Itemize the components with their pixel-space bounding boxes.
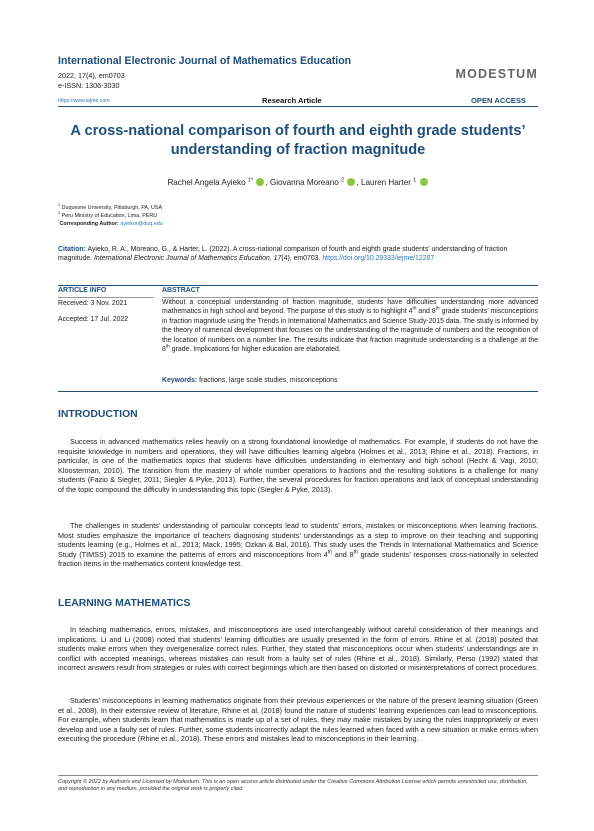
article-title: A cross-national comparison of fourth and eighth grade students’ understanding of fraction magnitude bbox=[70, 123, 526, 158]
author-list bbox=[58, 178, 538, 187]
author-name: Lauren Harter bbox=[360, 178, 411, 187]
keywords-label: Keywords: bbox=[162, 377, 198, 384]
abstract-text bbox=[162, 298, 538, 354]
author-separator: , bbox=[356, 178, 359, 187]
keywords bbox=[162, 377, 337, 384]
ordinal-sup: th bbox=[165, 344, 170, 350]
intro-paragraph: Success in advanced mathematics relies heavily on a strong foundational knowledge of mathematics. For example, if students do not have the requisite knowledge in numbers and operations, they will have difficulties learning algebra (Holmes et al., 2013; Rhine et al., 2018). Fractions, in particular, is one of the mathematics topics that students have difficulties understanding in elementary and high school (Hecht & Vagi, 2010; Kloosterman, 2010). The transition from the mastery of whole number operations to fractions and the resulting solutions is a challenge for many students (Fazio & Siegler, 2011; Siegler & Pyke, 2013). Further, the several procedures for fraction operations and lack of conceptual understanding of the topic compound the difficulty in understanding this topic (Siegler & Pyke, 2013). bbox=[58, 437, 538, 494]
citation-text: Ayieko, R. A., Moreano, G., & Harter, L. (2022). A cross-national comparison of fourth and eighth grade students’ understanding of fraction magnitude. bbox=[58, 246, 508, 263]
affiliation-text: Peru Ministry of Education, Lima, PERU bbox=[61, 213, 158, 219]
paragraph-part: The challenges in students’ understanding of particular concepts lead to students’ errors, mistakes or misconceptions when learning fractions. Most studies emphasize the importance of teachers diagnosing students’ understandings as a step to improve on their teaching and supporting students learning (e.g., Holmes et al., 2013; Mack, 1995; Ozkan & Bal, 2016). This study uses the Trends in International Mathematics and Science Study (TIMSS) 2015 to examine the patterns of errors and misconceptions from 4 bbox=[58, 521, 538, 559]
orcid-icon[interactable] bbox=[420, 178, 428, 186]
issn: e-ISSN: 1306-3030 bbox=[58, 81, 120, 90]
abstract-part: and 8 bbox=[416, 308, 436, 316]
header-divider bbox=[58, 106, 538, 107]
volume-info: 2022, 17(4), em0703 bbox=[58, 71, 125, 80]
paragraph-part: grade students’ responses cross-nationally in selected fraction items in the mathematics content knowledge test. bbox=[58, 549, 539, 569]
paragraph-part: and 8 bbox=[332, 549, 354, 559]
keywords-list: fractions, large scale studies, misconceptions bbox=[199, 377, 338, 384]
ordinal-sup: th bbox=[435, 307, 440, 313]
citation-block bbox=[58, 245, 538, 264]
corresponding-email-link[interactable]: ayiekor@duq.edu bbox=[120, 221, 163, 227]
accepted-date: Accepted: 17 Jul. 2022 bbox=[58, 316, 129, 323]
ordinal-sup: th bbox=[327, 549, 332, 556]
ordinal-sup: th bbox=[412, 307, 417, 313]
open-access-badge: OPEN ACCESS bbox=[471, 96, 526, 105]
footer-divider bbox=[58, 775, 538, 776]
received-date: Received: 3 Nov. 2021 bbox=[58, 300, 128, 307]
info-top-rule bbox=[58, 285, 538, 286]
article-info-heading: ARTICLE INFO bbox=[58, 287, 107, 294]
info-divider bbox=[58, 297, 154, 298]
intro-paragraph bbox=[58, 521, 538, 569]
info-bottom-rule bbox=[58, 391, 538, 392]
orcid-icon[interactable] bbox=[347, 178, 355, 186]
corresponding-label: Corresponding Author: bbox=[59, 221, 119, 227]
author-affil-mark: 1* bbox=[247, 177, 254, 184]
citation-issue: (4), em0703. bbox=[281, 255, 321, 263]
corresponding-author bbox=[58, 221, 163, 228]
affiliation bbox=[58, 205, 162, 212]
abstract-part: grade students’ misconceptions in fraction magnitude using the Trends in International Mathematics and Science Study-2015 data. The study is informed by the theory of numerical development that focuses on the understanding of the magnitude of numbers and the recognition of the location of numbers on a number line. The results indicate that fraction magnitude understanding is a challenge at the 8 bbox=[162, 308, 539, 354]
author-affil-mark: 2 bbox=[341, 177, 345, 184]
doi-link[interactable]: https://doi.org/10.29333/iejme/12287 bbox=[322, 255, 435, 263]
abstract-heading: ABSTRACT bbox=[162, 287, 200, 294]
section-heading-learning-mathematics: LEARNING MATHEMATICS bbox=[58, 598, 191, 609]
affil-mark: 2 bbox=[58, 211, 61, 216]
abstract-part: grade. Implications for higher education are elaborated. bbox=[169, 346, 341, 354]
affiliation-text: Duquesne University, Pittsburgh, PA, USA bbox=[61, 205, 163, 211]
publisher-logo: MODESTUM bbox=[455, 67, 538, 81]
author-separator: , bbox=[265, 178, 268, 187]
author-affil-mark: 1 bbox=[413, 177, 417, 184]
journal-url[interactable]: https://www.iejme.com bbox=[58, 98, 110, 104]
learning-paragraph: Students’ misconceptions in learning mathematics originate from their previous experiences or the nature of the present learning situation (Green et al., 2008). In their extensive review of literature, Rhine et al. (2018) found the nature of students’ learning experiences can lead to misconceptions. For example, when students learn that mathematics is made up of a set of rules, they may make mistakes by using the rules inappropriately or even develop and use a faulty set of rules. Further, some students incorrectly adapt the rules learned when faced with a new situation or make errors when executing the procedure (Rhine et al., 2018). These errors and mistakes lead to misconceptions in their learning. bbox=[58, 696, 538, 744]
copyright-notice: Copyright © 2022 by Author/s and Licensed by Modestum. This is an open access article distributed under the Creative Commons Attribution License which permits unrestricted use, distribution, and reproduction in any medium, provided the original work is properly cited. bbox=[58, 779, 528, 793]
affil-mark: * bbox=[58, 219, 60, 224]
learning-paragraph: In teaching mathematics, errors, mistakes, and misconceptions are used interchangeably without careful consideration of their meanings and implications. Li and Li (2008) noted that students’ learning difficulties are usually presented in the form of errors. Rhine et al. (2018) posited that students make errors when they overgeneralize correct rules. Further, they stated that misconceptions occur when students’ understandings are in conflict with accepted meanings, whereas mistakes can result from a faulty set of rules (Rhine et al., 2018). Similarly, Perso (1992) stated that incorrect answers result from strategies or rules with correct beginnings which are then based on distorted or misinterpretations of correct procedures. bbox=[58, 625, 538, 673]
affil-mark: 1 bbox=[58, 203, 61, 208]
affiliation bbox=[58, 213, 157, 220]
ordinal-sup: th bbox=[353, 549, 358, 556]
author-name: Giovanna Moreano bbox=[269, 178, 339, 187]
section-heading-introduction: INTRODUCTION bbox=[58, 409, 138, 420]
orcid-icon[interactable] bbox=[256, 178, 264, 186]
author-name: Rachel Angela Ayieko bbox=[167, 178, 246, 187]
abstract-part: Without a conceptual understanding of fraction magnitude, students have difficulties understanding more advanced mathematics in high school and beyond. The purpose of this study is to highlight 4 bbox=[162, 299, 538, 316]
article-type: Research Article bbox=[262, 96, 322, 105]
citation-label: Citation: bbox=[58, 246, 86, 253]
citation-journal: International Electronic Journal of Mathematics Education, 17 bbox=[94, 255, 282, 263]
journal-title: International Electronic Journal of Mathematics Education bbox=[58, 55, 352, 67]
